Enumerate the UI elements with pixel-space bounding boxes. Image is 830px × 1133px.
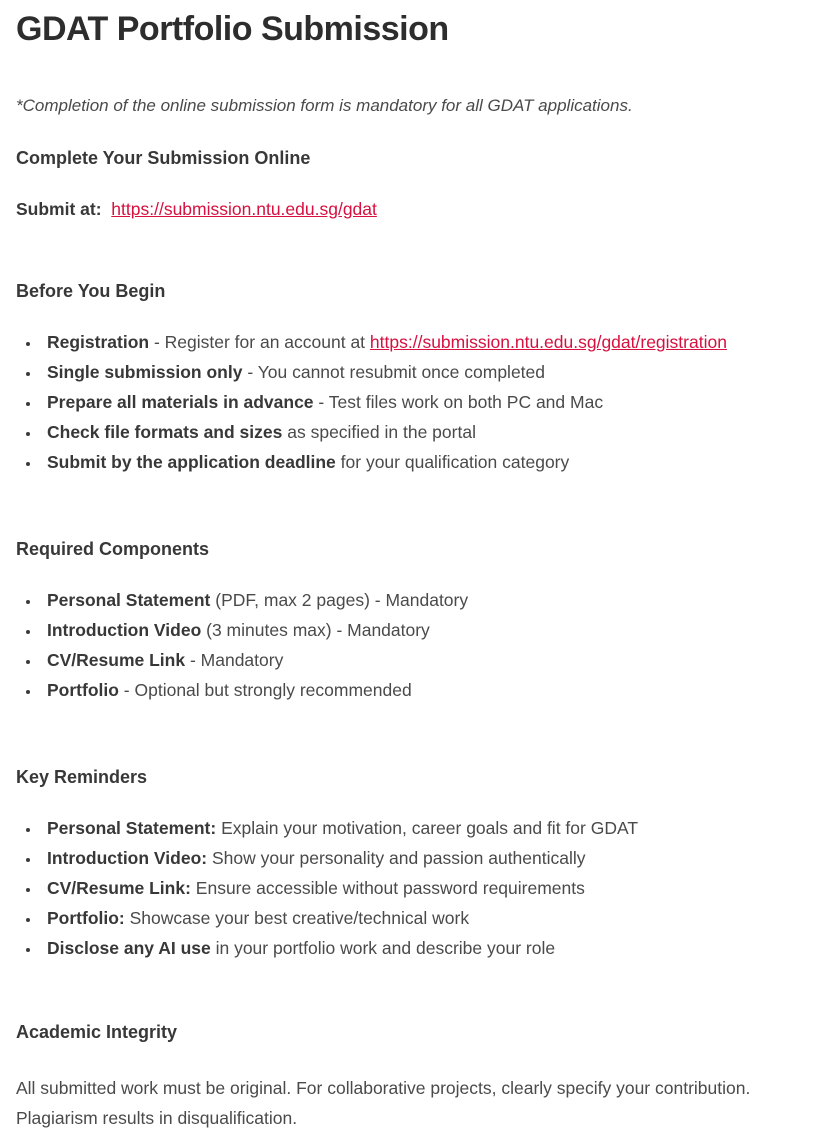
heading-academic-integrity: Academic Integrity bbox=[16, 1021, 178, 1042]
page-title: GDAT Portfolio Submission bbox=[16, 10, 449, 48]
list-item: • Personal Statement: Explain your motivation, career goals and fit for GDAT bbox=[41, 813, 814, 843]
heading-before-you-begin: Before You Begin bbox=[16, 280, 166, 301]
list-item: • Introduction Video (3 minutes max) - Mandatory bbox=[41, 615, 814, 645]
mandatory-note: *Completion of the online submission form is mandatory for all GDAT applications. bbox=[16, 95, 633, 115]
list-item: • Submit by the application deadline for your qualification category bbox=[41, 447, 814, 477]
list-item: • Disclose any AI use in your portfolio work and describe your role bbox=[41, 933, 814, 963]
list-item: • Personal Statement (PDF, max 2 pages) - Mandatory bbox=[41, 585, 814, 615]
list-item: • Registration - Register for an account at https://submission.ntu.edu.sg/gdat/registration bbox=[41, 327, 814, 357]
list-item: • Check file formats and sizes as specified in the portal bbox=[41, 417, 814, 447]
list-item: • Portfolio - Optional but strongly recommended bbox=[41, 675, 814, 705]
list-item: • Prepare all materials in advance - Test files work on both PC and Mac bbox=[41, 387, 814, 417]
submission-link[interactable]: https://submission.ntu.edu.sg/gdat bbox=[111, 198, 377, 219]
academic-integrity-text: All submitted work must be original. For collaborative projects, clearly specify your contribution. Plagiarism results in disqualification. bbox=[16, 1077, 751, 1128]
submit-line bbox=[16, 199, 814, 220]
heading-required-components: Required Components bbox=[16, 538, 210, 559]
before-you-begin-list bbox=[16, 327, 814, 477]
list-item: • Introduction Video: Show your personality and passion authentically bbox=[41, 843, 814, 873]
registration-link[interactable]: https://submission.ntu.edu.sg/gdat/registration bbox=[369, 331, 727, 352]
key-reminders-list bbox=[16, 813, 814, 963]
heading-complete-submission: Complete Your Submission Online bbox=[16, 147, 311, 168]
required-components-list bbox=[16, 585, 814, 705]
list-item: • Portfolio: Showcase your best creative/technical work bbox=[41, 903, 814, 933]
list-item: • Single submission only - You cannot resubmit once completed bbox=[41, 357, 814, 387]
heading-key-reminders: Key Reminders bbox=[16, 766, 148, 787]
list-item: • CV/Resume Link: Ensure accessible without password requirements bbox=[41, 873, 814, 903]
submit-at-label: Submit at: bbox=[16, 198, 102, 219]
list-item: • CV/Resume Link - Mandatory bbox=[41, 645, 814, 675]
